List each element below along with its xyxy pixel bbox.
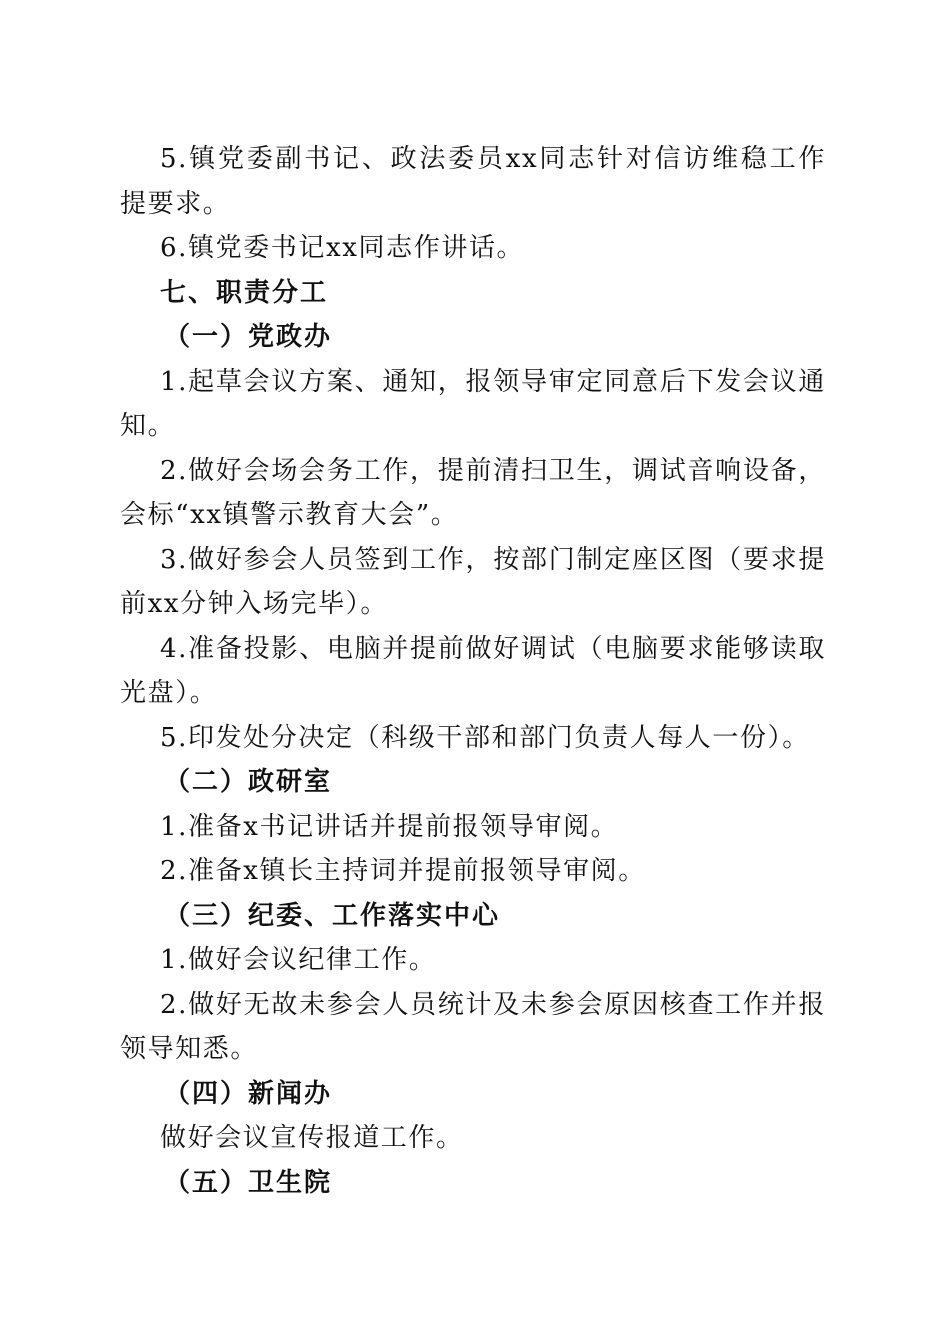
paragraph-item-5: 5.镇党委副书记、政法委员xx同志针对信访维稳工作提要求。 bbox=[120, 144, 826, 219]
party-office-item-1: 1.起草会议方案、通知，报领导审定同意后下发会议通知。 bbox=[120, 366, 826, 441]
subsection-heading-discipline: （三）纪委、工作落实中心 bbox=[164, 900, 501, 931]
section-heading-duties: 七、职责分工 bbox=[160, 277, 329, 308]
policy-research-item-1: 1.准备x书记讲话并提前报领导审阅。 bbox=[160, 811, 619, 842]
news-office-item: 做好会议宣传报道工作。 bbox=[160, 1123, 464, 1153]
discipline-item-2: 2.做好无故未参会人员统计及未参会原因核查工作并报领导知悉。 bbox=[120, 989, 826, 1064]
discipline-item-1: 1.做好会议纪律工作。 bbox=[160, 945, 437, 975]
party-office-item-3: 3.做好参会人员签到工作，按部门制定座区图（要求提前xx分钟入场完毕）。 bbox=[120, 544, 826, 619]
party-office-item-2: 2.做好会场会务工作，提前清扫卫生，调试音响设备，会标“xx镇警示教育大会”。 bbox=[120, 455, 826, 530]
party-office-item-4: 4.准备投影、电脑并提前做好调试（电脑要求能够读取光盘）。 bbox=[120, 633, 826, 708]
paragraph-item-6: 6.镇党委书记xx同志作讲话。 bbox=[160, 233, 525, 263]
subsection-heading-news-office: （四）新闻办 bbox=[164, 1078, 333, 1109]
subsection-heading-policy-research: （二）政研室 bbox=[164, 767, 333, 797]
document-body bbox=[120, 137, 826, 1205]
subsection-heading-health-center: （五）卫生院 bbox=[164, 1167, 333, 1198]
party-office-item-5: 5.印发处分决定（科级干部和部门负责人每人一份）。 bbox=[160, 722, 810, 753]
policy-research-item-2: 2.准备x镇长主持词并提前报领导审阅。 bbox=[160, 856, 646, 886]
subsection-heading-party-office: （一）党政办 bbox=[164, 322, 333, 352]
